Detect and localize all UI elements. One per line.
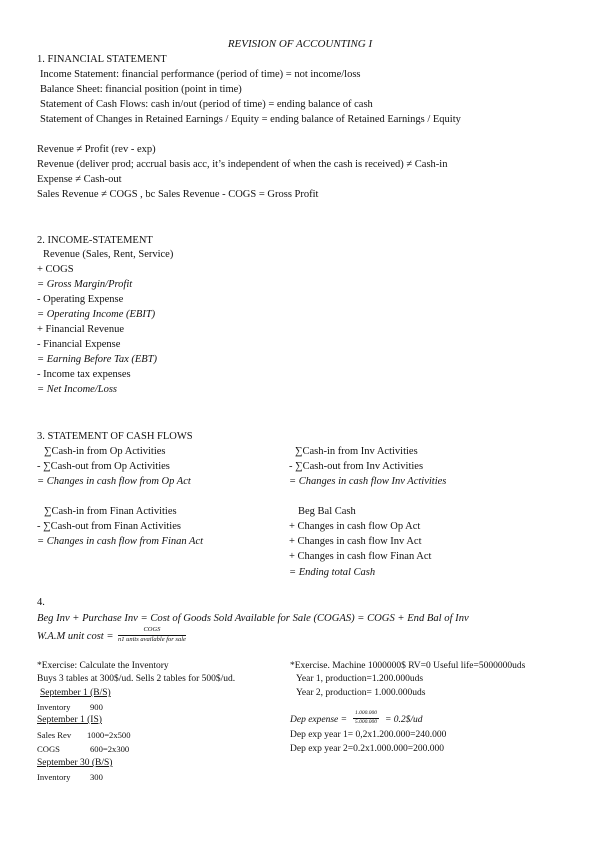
cf-right-b-ending-cash: = Ending total Cash	[289, 567, 376, 578]
section-4-heading: 4.	[37, 597, 45, 608]
ex1-title: *Exercise: Calculate the Inventory	[37, 661, 169, 671]
s1-note-revenue-cashin: Revenue (deliver prod; accrual basis acc, it’s independent of when the cash is received) ≠ Cash-in	[37, 159, 448, 170]
cf-right-a-changes-inv: = Changes in cash flow Inv Activities	[289, 476, 447, 487]
is-line-gross-margin: = Gross Margin/Profit	[37, 279, 133, 290]
section-2-heading: 2. INCOME-STATEMENT	[37, 235, 153, 246]
ex1-sep30-bs-heading: September 30 (B/S)	[37, 758, 113, 768]
is-line-operating-expense: - Operating Expense	[37, 294, 124, 305]
ex1-sales-label: Sales Rev	[37, 730, 72, 740]
is-line-revenue: Revenue (Sales, Rent, Service)	[43, 249, 174, 260]
wam-numerator: COGS	[118, 627, 186, 636]
wam-label: W.A.M unit cost =	[37, 631, 114, 642]
cf-right-a-cashin-inv: ∑Cash-in from Inv Activities	[295, 446, 418, 457]
cf-left-a-cashout-op: - ∑Cash-out from Op Activities	[37, 461, 170, 472]
ex2-dep-denominator: 5.000.000	[355, 718, 377, 725]
is-line-financial-expense: - Financial Expense	[37, 339, 121, 350]
cf-left-b-changes-finan: = Changes in cash flow from Finan Act	[37, 536, 204, 547]
ex2-dep-result: = 0.2$/ud	[385, 715, 423, 725]
cf-left-a-cashin-op: ∑Cash-in from Op Activities	[44, 446, 166, 457]
s1-item-cash-flows: Statement of Cash Flows: cash in/out (period of time) = ending balance of cash	[40, 99, 373, 110]
ex1-cogs-label: COGS	[37, 744, 60, 754]
is-line-ebt: = Earning Before Tax (EBT)	[37, 354, 158, 365]
s1-note-sales-cogs: Sales Revenue ≠ COGS , bc Sales Revenue - COGS = Gross Profit	[37, 189, 319, 200]
cf-right-b-beg-bal: Beg Bal Cash	[298, 506, 356, 517]
ex2-year2-production: Year 2, production= 1.000.000uds	[296, 688, 426, 698]
document-title: REVISION OF ACCOUNTING I	[227, 38, 373, 50]
is-line-operating-income: = Operating Income (EBIT)	[37, 309, 156, 320]
section-3-heading: 3. STATEMENT OF CASH FLOWS	[37, 431, 193, 442]
ex2-dep-year1: Dep exp year 1= 0,2x1.200.000=240.000	[290, 730, 447, 740]
s1-item-retained-earnings: Statement of Changes in Retained Earnings / Equity = ending balance of Retained Earnings / Equity	[40, 114, 461, 125]
section-1-heading: 1. FINANCIAL STATEMENT	[37, 54, 167, 65]
ex2-dep-numerator: 1.000.000	[353, 711, 379, 719]
ex1-inventory2-label: Inventory	[37, 772, 71, 782]
ex1-inventory2-value: 300	[90, 772, 103, 782]
ex2-dep-fraction	[353, 711, 379, 725]
is-line-income-tax: - Income tax expenses	[37, 369, 131, 380]
cf-left-a-changes-op: = Changes in cash flow from Op Act	[37, 476, 191, 487]
cf-right-a-cashout-inv: - ∑Cash-out from Inv Activities	[289, 461, 424, 472]
s1-note-revenue-profit: Revenue ≠ Profit (rev - exp)	[37, 144, 156, 155]
s1-item-income-statement: Income Statement: financial performance (period of time) = not income/loss	[40, 69, 361, 80]
cf-right-b-inv: + Changes in cash flow Inv Act	[289, 536, 422, 547]
inventory-formula: Beg Inv + Purchase Inv = Cost of Goods Sold Available for Sale (COGAS) = COGS + End Bal of Inv	[37, 613, 469, 624]
is-line-net-income: = Net Income/Loss	[37, 384, 117, 395]
s1-item-balance-sheet: Balance Sheet: financial position (point in time)	[40, 84, 242, 95]
ex1-inventory-value: 900	[90, 702, 103, 712]
ex1-sep1-bs-heading: September 1 (B/S)	[40, 688, 111, 698]
ex1-inventory-label: Inventory	[37, 702, 71, 712]
ex1-description: Buys 3 tables at 300$/ud. Sells 2 tables for 500$/ud.	[37, 674, 236, 684]
wam-fraction	[118, 627, 186, 643]
ex1-sep1-is-heading: September 1 (IS)	[37, 715, 102, 725]
is-line-financial-revenue: + Financial Revenue	[37, 324, 124, 335]
wam-denominator: n1 units available for sale	[118, 635, 186, 643]
s1-note-expense-cashout: Expense ≠ Cash-out	[37, 174, 122, 185]
ex2-title: *Exercise. Machine 1000000$ RV=0 Useful life=5000000uds	[290, 661, 526, 671]
ex2-year1-production: Year 1, production=1.200.000uds	[296, 674, 424, 684]
cf-right-b-finan: + Changes in cash flow Finan Act	[289, 551, 432, 562]
ex1-sales-value: 1000=2x500	[87, 730, 131, 740]
ex2-dep-year2: Dep exp year 2=0.2x1.000.000=200.000	[290, 744, 444, 754]
ex1-cogs-value: 600=2x300	[90, 744, 130, 754]
cf-left-b-cashin-finan: ∑Cash-in from Finan Activities	[44, 506, 177, 517]
cf-right-b-op: + Changes in cash flow Op Act	[289, 521, 421, 532]
cf-left-b-cashout-finan: - ∑Cash-out from Finan Activities	[37, 521, 181, 532]
is-line-cogs: + COGS	[37, 264, 74, 275]
ex2-dep-label: Dep expense =	[290, 715, 348, 725]
